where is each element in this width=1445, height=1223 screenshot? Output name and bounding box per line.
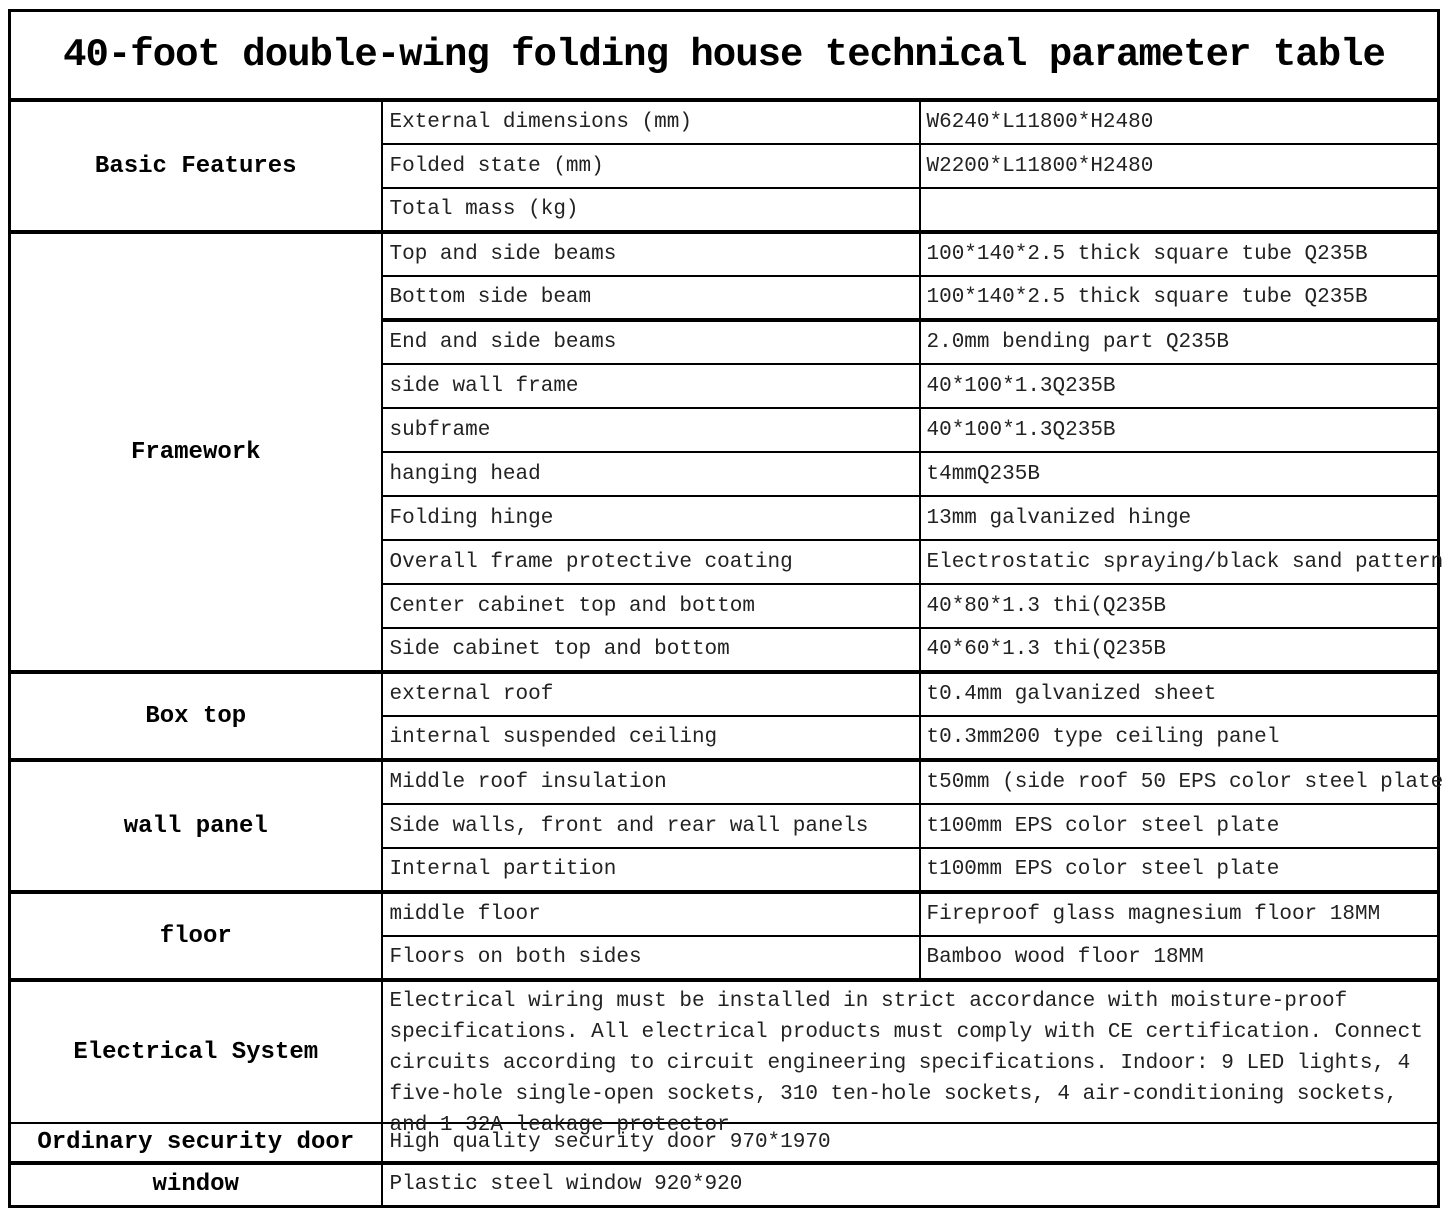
paragraph-line: Electrical wiring must be installed in strict accordance with moisture-proof	[389, 990, 1348, 1013]
category-cell-window: window	[10, 1163, 382, 1206]
param-value: t50mm (side roof 50 EPS color steel plate	[920, 760, 1439, 804]
param-label: external roof	[382, 672, 920, 716]
param-label: subframe	[382, 408, 920, 452]
paragraph-line: circuits according to circuit engineering specifications. Indoor: 9 LED lights, 4	[389, 1052, 1411, 1075]
table-row	[10, 1163, 1439, 1206]
param-value: t0.3mm200 type ceiling panel	[920, 716, 1439, 760]
table-row	[10, 672, 1439, 716]
electrical-spec-paragraph	[383, 982, 1438, 1137]
param-label: internal suspended ceiling	[382, 716, 920, 760]
param-label: Side cabinet top and bottom	[382, 628, 920, 672]
paragraph-line: and 1 32A leakage protector	[389, 1114, 730, 1137]
param-value: 13mm galvanized hinge	[920, 496, 1439, 540]
table-row	[10, 980, 1439, 1123]
param-value: t100mm EPS color steel plate	[920, 804, 1439, 848]
table-row	[10, 232, 1439, 276]
param-label: External dimensions (mm)	[382, 100, 920, 144]
category-cell-security-door: Ordinary security door	[10, 1123, 382, 1163]
param-value: 2.0mm bending part Q235B	[920, 320, 1439, 364]
page-title: 40-foot double-wing folding house technical parameter table	[10, 11, 1439, 101]
param-label: Total mass (kg)	[382, 188, 920, 232]
paragraph-line: five-hole single-open sockets, 310 ten-hole sockets, 4 air-conditioning sockets,	[389, 1083, 1398, 1106]
param-value: W6240*L11800*H2480	[920, 100, 1439, 144]
param-label: Middle roof insulation	[382, 760, 920, 804]
param-value: Fireproof glass magnesium floor 18MM	[920, 892, 1439, 936]
category-cell-basic-features: Basic Features	[10, 100, 382, 232]
category-cell-wall-panel: wall panel	[10, 760, 382, 892]
table-row	[10, 760, 1439, 804]
table-row	[10, 100, 1439, 144]
paragraph-line: specifications. All electrical products must comply with CE certification. Connect	[389, 1021, 1423, 1044]
param-value: 40*100*1.3Q235B	[920, 408, 1439, 452]
param-value: t4mmQ235B	[920, 452, 1439, 496]
param-label: Center cabinet top and bottom	[382, 584, 920, 628]
param-value: 100*140*2.5 thick square tube Q235B	[920, 276, 1439, 320]
param-label: hanging head	[382, 452, 920, 496]
electrical-spec-cell	[382, 980, 1439, 1137]
param-value: 100*140*2.5 thick square tube Q235B	[920, 232, 1439, 276]
category-cell-framework: Framework	[10, 232, 382, 672]
category-cell-box-top: Box top	[10, 672, 382, 760]
param-value: 40*60*1.3 thi(Q235B	[920, 628, 1439, 672]
param-label: Folded state (mm)	[382, 144, 920, 188]
param-label: side wall frame	[382, 364, 920, 408]
param-label: Top and side beams	[382, 232, 920, 276]
param-label: Internal partition	[382, 848, 920, 892]
param-value: 40*80*1.3 thi(Q235B	[920, 584, 1439, 628]
param-value: Electrostatic spraying/black sand pattern	[920, 540, 1439, 584]
table-row	[10, 892, 1439, 936]
param-label: Folding hinge	[382, 496, 920, 540]
param-value: High quality security door 970*1970	[382, 1123, 1439, 1163]
param-value: 40*100*1.3Q235B	[920, 364, 1439, 408]
param-value	[920, 188, 1439, 232]
param-label: End and side beams	[382, 320, 920, 364]
param-label: middle floor	[382, 892, 920, 936]
category-cell-floor: floor	[10, 892, 382, 980]
param-label: Side walls, front and rear wall panels	[382, 804, 920, 848]
param-label: Overall frame protective coating	[382, 540, 920, 584]
parameter-table	[8, 9, 1444, 1208]
param-value: W2200*L11800*H2480	[920, 144, 1439, 188]
param-label: Bottom side beam	[382, 276, 920, 320]
category-cell-electrical-system: Electrical System	[10, 980, 382, 1123]
param-value: Bamboo wood floor 18MM	[920, 936, 1439, 980]
param-value: t0.4mm galvanized sheet	[920, 672, 1439, 716]
param-value: t100mm EPS color steel plate	[920, 848, 1439, 892]
title-row	[10, 11, 1439, 101]
param-value: Plastic steel window 920*920	[382, 1163, 1439, 1206]
param-label: Floors on both sides	[382, 936, 920, 980]
